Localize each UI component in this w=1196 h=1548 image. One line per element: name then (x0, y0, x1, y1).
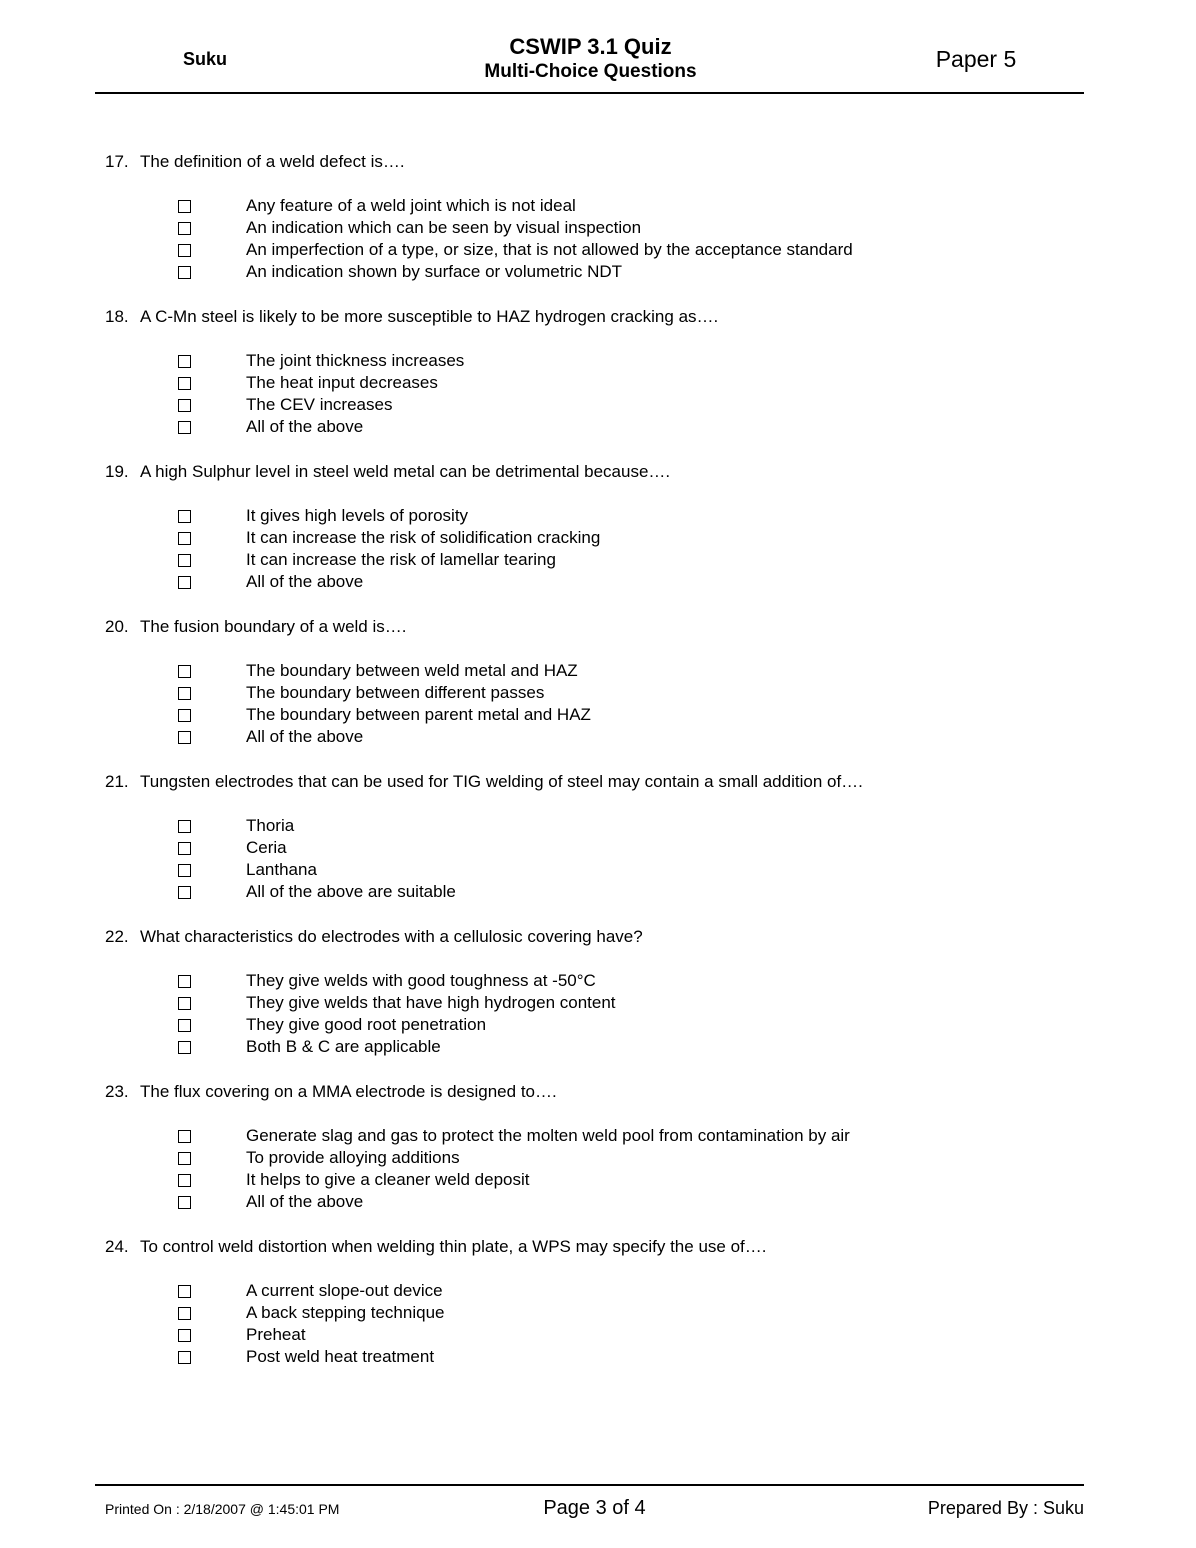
question-block (105, 1236, 1096, 1368)
option-checkbox-icon[interactable] (178, 355, 191, 368)
option-label: An imperfection of a type, or size, that is not allowed by the acceptance standard (246, 240, 853, 259)
option-label: All of the above (246, 417, 364, 436)
option-label: Any feature of a weld joint which is not ideal (246, 196, 576, 215)
page-indicator: Page 3 of 4 (543, 1497, 646, 1519)
option-row[interactable] (105, 815, 1096, 837)
option-label: The boundary between parent metal and HAZ (246, 705, 591, 724)
option-label: They give welds with good toughness at -50°C (246, 971, 596, 990)
option-label: All of the above (246, 1192, 364, 1211)
question-number: 17. (105, 152, 129, 171)
option-label: The boundary between different passes (246, 683, 545, 702)
options-list (105, 195, 1096, 283)
option-checkbox-icon[interactable] (178, 1174, 191, 1187)
option-checkbox-icon[interactable] (178, 1041, 191, 1054)
option-row[interactable] (105, 1302, 1096, 1324)
option-row[interactable] (105, 505, 1096, 527)
question-text: What characteristics do electrodes with a cellulosic covering have? (140, 927, 643, 946)
option-checkbox-icon[interactable] (178, 399, 191, 412)
option-checkbox-icon[interactable] (178, 1130, 191, 1143)
options-list (105, 660, 1096, 748)
option-label: Ceria (246, 838, 287, 857)
question-text: A high Sulphur level in steel weld metal can be detrimental because…. (140, 462, 671, 481)
option-row[interactable] (105, 1346, 1096, 1368)
option-checkbox-icon[interactable] (178, 864, 191, 877)
option-checkbox-icon[interactable] (178, 997, 191, 1010)
printed-timestamp: Printed On : 2/18/2007 @ 1:45:01 PM (105, 1501, 340, 1517)
option-label: An indication which can be seen by visual inspection (246, 218, 642, 237)
option-row[interactable] (105, 1014, 1096, 1036)
question-text: The definition of a weld defect is…. (140, 152, 405, 171)
options-list (105, 505, 1096, 593)
option-row[interactable] (105, 571, 1096, 593)
option-row[interactable] (105, 195, 1096, 217)
option-label: The joint thickness increases (246, 351, 465, 370)
option-label: Both B & C are applicable (246, 1037, 441, 1056)
option-row[interactable] (105, 416, 1096, 438)
option-label: They give good root penetration (246, 1015, 487, 1034)
question-text-row (105, 306, 1096, 327)
page-footer (95, 1497, 1084, 1520)
option-label: A back stepping technique (246, 1303, 445, 1322)
question-number: 18. (105, 307, 129, 326)
option-row[interactable] (105, 1147, 1096, 1169)
option-checkbox-icon[interactable] (178, 886, 191, 899)
option-checkbox-icon[interactable] (178, 377, 191, 390)
question-text: The fusion boundary of a weld is…. (140, 617, 407, 636)
option-row[interactable] (105, 970, 1096, 992)
option-checkbox-icon[interactable] (178, 975, 191, 988)
option-label: Preheat (246, 1325, 306, 1344)
option-checkbox-icon[interactable] (178, 687, 191, 700)
option-label: The CEV increases (246, 395, 393, 414)
option-row[interactable] (105, 1036, 1096, 1058)
question-text: To control weld distortion when welding thin plate, a WPS may specify the use of…. (140, 1237, 767, 1256)
option-row[interactable] (105, 394, 1096, 416)
option-checkbox-icon[interactable] (178, 200, 191, 213)
option-row[interactable] (105, 859, 1096, 881)
option-row[interactable] (105, 704, 1096, 726)
option-row[interactable] (105, 837, 1096, 859)
document-title: CSWIP 3.1 Quiz (509, 34, 672, 59)
option-label: An indication shown by surface or volumetric NDT (246, 262, 623, 281)
question-number: 19. (105, 462, 129, 481)
question-block (105, 926, 1096, 1058)
option-row[interactable] (105, 881, 1096, 903)
option-row[interactable] (105, 549, 1096, 571)
option-label: Post weld heat treatment (246, 1347, 435, 1366)
option-row[interactable] (105, 217, 1096, 239)
option-row[interactable] (105, 682, 1096, 704)
option-checkbox-icon[interactable] (178, 731, 191, 744)
option-row[interactable] (105, 660, 1096, 682)
option-label: All of the above (246, 572, 364, 591)
option-checkbox-icon[interactable] (178, 1307, 191, 1320)
option-label: It can increase the risk of solidification cracking (246, 528, 601, 547)
option-checkbox-icon[interactable] (178, 554, 191, 567)
options-list (105, 1280, 1096, 1368)
option-row[interactable] (105, 1191, 1096, 1213)
option-label: All of the above are suitable (246, 882, 456, 901)
option-checkbox-icon[interactable] (178, 266, 191, 279)
option-checkbox-icon[interactable] (178, 842, 191, 855)
option-checkbox-icon[interactable] (178, 510, 191, 523)
questions (0, 94, 1196, 1368)
question-text-row (105, 151, 1096, 172)
option-label: To provide alloying additions (246, 1148, 460, 1167)
question-number: 22. (105, 927, 129, 946)
options-list (105, 815, 1096, 903)
question-text-row (105, 1236, 1096, 1257)
question-block (105, 461, 1096, 593)
option-label: Lanthana (246, 860, 317, 879)
option-row[interactable] (105, 261, 1096, 283)
option-row[interactable] (105, 726, 1096, 748)
paper-number: Paper 5 (935, 45, 1017, 72)
question-block (105, 1081, 1096, 1213)
option-checkbox-icon[interactable] (178, 1152, 191, 1165)
option-label: It helps to give a cleaner weld deposit (246, 1170, 530, 1189)
option-checkbox-icon[interactable] (178, 532, 191, 545)
option-row[interactable] (105, 350, 1096, 372)
option-checkbox-icon[interactable] (178, 709, 191, 722)
option-checkbox-icon[interactable] (178, 1019, 191, 1032)
question-number: 23. (105, 1082, 129, 1101)
header-author: Suku (182, 48, 227, 69)
options-list (105, 1125, 1096, 1213)
option-row[interactable] (105, 527, 1096, 549)
option-label: A current slope-out device (246, 1281, 443, 1300)
footer-divider (95, 1484, 1084, 1486)
option-row[interactable] (105, 239, 1096, 261)
question-number: 24. (105, 1237, 129, 1256)
page-header (0, 0, 1196, 88)
option-checkbox-icon[interactable] (178, 1285, 191, 1298)
option-label: It can increase the risk of lamellar tearing (246, 550, 556, 569)
option-checkbox-icon[interactable] (178, 820, 191, 833)
option-label: All of the above (246, 727, 364, 746)
option-row[interactable] (105, 1324, 1096, 1346)
question-block (105, 771, 1096, 903)
question-text: The flux covering on a MMA electrode is designed to…. (140, 1082, 557, 1101)
option-label: They give welds that have high hydrogen content (246, 993, 616, 1012)
header-title-block (315, 34, 866, 84)
option-row[interactable] (105, 1125, 1096, 1147)
question-text: Tungsten electrodes that can be used for TIG welding of steel may contain a small addition of…. (140, 772, 863, 791)
option-checkbox-icon[interactable] (178, 576, 191, 589)
question-text: A C-Mn steel is likely to be more susceptible to HAZ hydrogen cracking as…. (140, 307, 719, 326)
option-checkbox-icon[interactable] (178, 1329, 191, 1342)
option-row[interactable] (105, 1169, 1096, 1191)
option-label: The heat input decreases (246, 373, 438, 392)
option-row[interactable] (105, 372, 1096, 394)
options-list (105, 970, 1096, 1058)
option-label: The boundary between weld metal and HAZ (246, 661, 578, 680)
question-text-row (105, 461, 1096, 482)
question-text-row (105, 1081, 1096, 1102)
option-checkbox-icon[interactable] (178, 1351, 191, 1364)
question-text-row (105, 616, 1096, 637)
question-text-row (105, 771, 1096, 792)
option-checkbox-icon[interactable] (178, 665, 191, 678)
option-checkbox-icon[interactable] (178, 222, 191, 235)
option-label: Thoria (246, 816, 295, 835)
option-row[interactable] (105, 1280, 1096, 1302)
option-checkbox-icon[interactable] (178, 421, 191, 434)
document-subtitle: Multi-Choice Questions (484, 61, 697, 82)
question-block (105, 306, 1096, 438)
options-list (105, 350, 1096, 438)
option-checkbox-icon[interactable] (178, 1196, 191, 1209)
question-block (105, 616, 1096, 748)
option-label: Generate slag and gas to protect the molten weld pool from contamination by air (246, 1126, 850, 1145)
question-block (105, 151, 1096, 283)
option-row[interactable] (105, 992, 1096, 1014)
question-number: 21. (105, 772, 129, 791)
question-text-row (105, 926, 1096, 947)
question-number: 20. (105, 617, 129, 636)
option-checkbox-icon[interactable] (178, 244, 191, 257)
option-label: It gives high levels of porosity (246, 506, 469, 525)
prepared-by: Prepared By : Suku (927, 1498, 1084, 1518)
